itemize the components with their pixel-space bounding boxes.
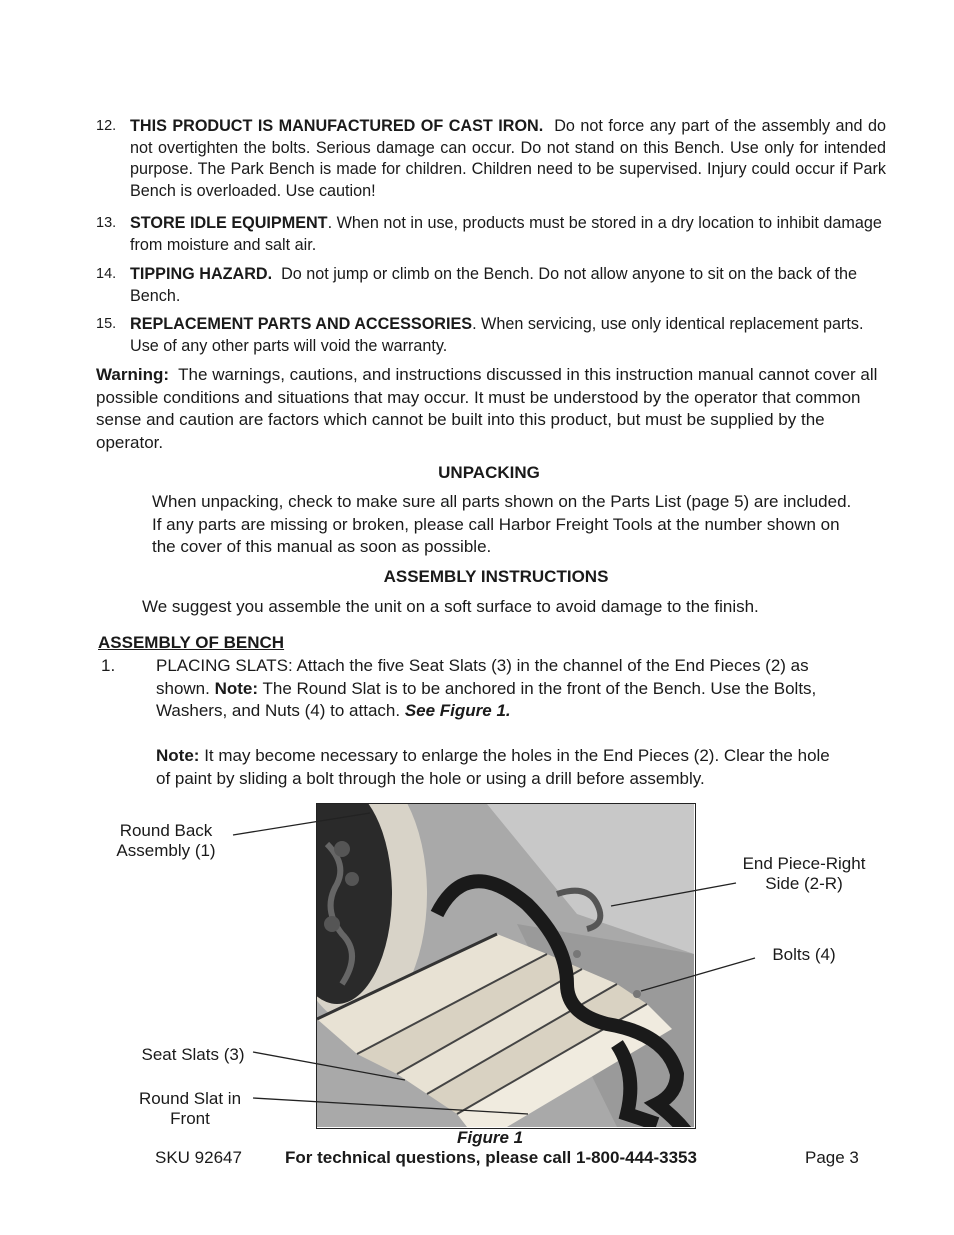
label-seat-slats: Seat Slats (3) bbox=[141, 1045, 245, 1064]
step-note-label: Note: bbox=[214, 678, 259, 698]
leader-seat-slats bbox=[253, 1052, 405, 1080]
item-text: Do not force any part of the assembly and do not overtighten the bolts. Serious damage can occur. Do not stand on this Bench. Use only for intended purpose. The Park Bench is made for children. Children need to be supervised. Injury could occur if Park Bench is overloaded. Use caution! bbox=[130, 117, 886, 200]
leader-end-piece bbox=[611, 883, 736, 906]
figure-caption: Figure 1 bbox=[457, 1128, 524, 1147]
label-end-piece: End Piece-Right Side (2-R) bbox=[742, 854, 866, 893]
label-bolts: Bolts (4) bbox=[772, 945, 836, 964]
item-number: 13. bbox=[96, 215, 117, 231]
item-title: TIPPING HAZARD. bbox=[130, 265, 273, 283]
label-round-slat: Round Slat in Front bbox=[138, 1089, 242, 1128]
item-title: THIS PRODUCT IS MANUFACTURED OF CAST IRON. bbox=[130, 117, 544, 135]
note-label: Note: bbox=[156, 746, 200, 765]
step-text-b: The Round Slat is to be anchored in the front of the Bench. Use the Bolts, Washers, and Nuts (4) to attach. bbox=[156, 678, 817, 720]
warning-text: The warnings, cautions, and instructions discussed in this instruction manual cannot cover all possible conditions and situations that may occur. It must be understood by the operator that common sense and caution are factors which cannot be built into this product, but must be supplied by the operator. bbox=[96, 365, 878, 452]
assembly-subheading: ASSEMBLY OF BENCH bbox=[98, 633, 285, 652]
footer-technical-questions: For technical questions, please call 1-800-444-3353 bbox=[285, 1148, 697, 1167]
step-number: 1. bbox=[101, 656, 116, 675]
step-see-figure: See Figure 1. bbox=[404, 701, 511, 720]
item-text: . When servicing, use only identical replacement parts. Use of any other parts will void the warranty. bbox=[130, 315, 864, 355]
leader-bolts bbox=[641, 958, 755, 991]
leader-round-back bbox=[233, 813, 370, 835]
footer-sku: SKU 92647 bbox=[155, 1148, 242, 1167]
item-text: . When not in use, products must be stored in a dry location to inhibit damage from moisture and salt air. bbox=[130, 214, 882, 254]
item-title: REPLACEMENT PARTS AND ACCESSORIES bbox=[130, 315, 473, 333]
assembly-heading: ASSEMBLY INSTRUCTIONS bbox=[383, 567, 609, 586]
step-text-a: PLACING SLATS: Attach the five Seat Slats (3) in the channel of the End Pieces (2) as shown. bbox=[156, 656, 809, 698]
leader-round-slat bbox=[253, 1098, 528, 1114]
assembly-intro: We suggest you assemble the unit on a soft surface to avoid damage to the finish. bbox=[142, 597, 759, 616]
unpacking-text: When unpacking, check to make sure all parts shown on the Parts List (page 5) are included. If any parts are missing or broken, please call Harbor Freight Tools at the number shown on the cover of this manual as soon as possible. bbox=[152, 492, 852, 556]
item-number: 15. bbox=[96, 316, 117, 332]
item-title: STORE IDLE EQUIPMENT bbox=[130, 214, 328, 232]
warning-label: Warning: bbox=[96, 365, 170, 384]
item-text: Do not jump or climb on the Bench. Do not allow anyone to sit on the back of the Bench. bbox=[130, 265, 857, 305]
footer-page-number: Page 3 bbox=[805, 1148, 859, 1167]
label-round-back: Round Back Assembly (1) bbox=[116, 821, 216, 860]
item-number: 12. bbox=[96, 118, 117, 134]
note-text: It may become necessary to enlarge the holes in the End Pieces (2). Clear the hole of paint by sliding a bolt through the hole or using a drill before assembly. bbox=[156, 746, 830, 788]
unpacking-heading: UNPACKING bbox=[438, 463, 540, 482]
item-number: 14. bbox=[96, 266, 117, 282]
